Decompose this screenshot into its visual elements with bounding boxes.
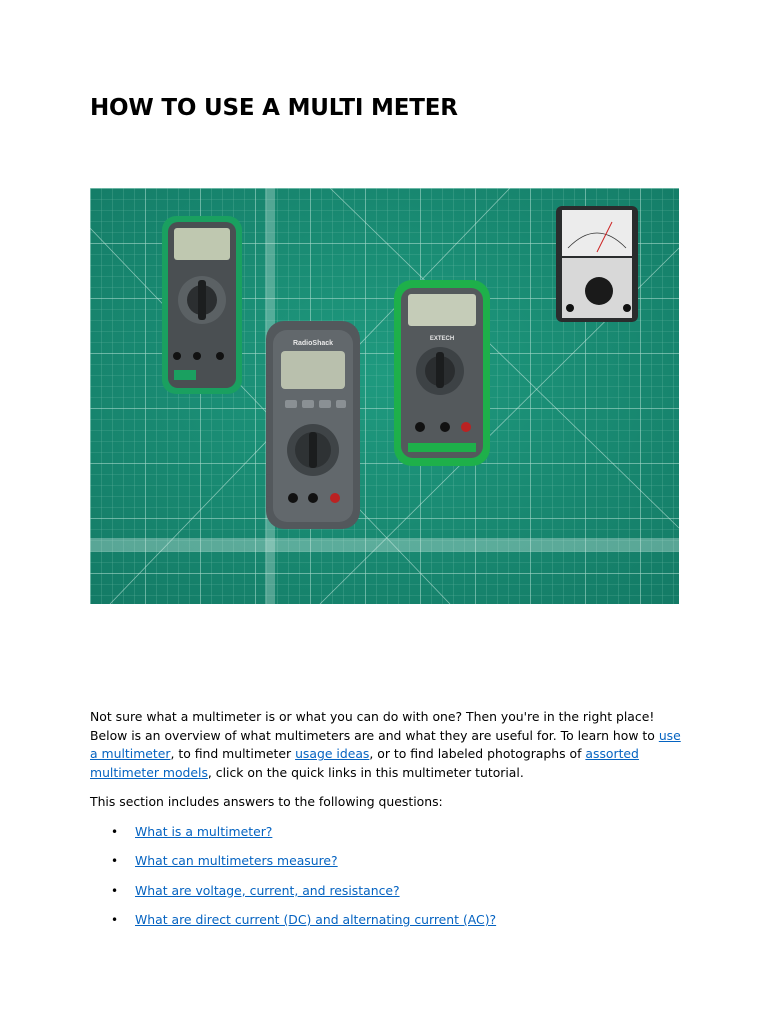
bullet-icon: • [111, 883, 119, 898]
list-item [90, 911, 690, 940]
intro-text-2: , to find multimeter [170, 746, 296, 762]
intro-text-3: , or to find labeled photographs of [369, 746, 586, 762]
list-item [90, 852, 690, 881]
intro-text-1: Not sure what a multimeter is or what you can do with one? Then you're in the right place! Below is an overview of what multimeters are and what they are useful for. To learn how to [90, 709, 659, 743]
section-intro: This section includes answers to the following questions: [90, 794, 443, 810]
question-link-what-is[interactable]: What is a multimeter? [135, 823, 273, 839]
use-multimeter-link[interactable]: use a multimeter [90, 727, 681, 762]
questions-list [90, 823, 690, 940]
bullet-icon: • [111, 912, 119, 927]
page-title: HOW TO USE A MULTI METER [90, 95, 458, 121]
meter-left-green [162, 216, 242, 394]
question-link-voltage[interactable]: What are voltage, current, and resistance? [135, 882, 400, 898]
bullet-icon: • [111, 824, 119, 839]
meter-brand-radioshack: RadioShack [292, 340, 334, 347]
list-item [90, 823, 690, 852]
meter-right-extech [394, 280, 490, 466]
bullet-icon: • [111, 854, 119, 869]
question-link-dc-ac[interactable]: What are direct current (DC) and alternating current (AC)? [135, 911, 497, 927]
intro-paragraph [90, 708, 690, 782]
list-item [90, 882, 690, 911]
meter-analog [556, 206, 638, 322]
meter-brand-extech: EXTECH [429, 336, 455, 342]
question-link-measure[interactable]: What can multimeters measure? [135, 853, 338, 869]
intro-text-4: , click on the quick links in this multimeter tutorial. [207, 764, 524, 780]
assorted-models-link[interactable]: assorted multimeter models [90, 746, 639, 780]
document-body [90, 708, 690, 940]
multimeters-photo [90, 188, 679, 604]
meter-center-radioshack [266, 321, 360, 529]
usage-ideas-link[interactable]: usage ideas [295, 746, 370, 762]
